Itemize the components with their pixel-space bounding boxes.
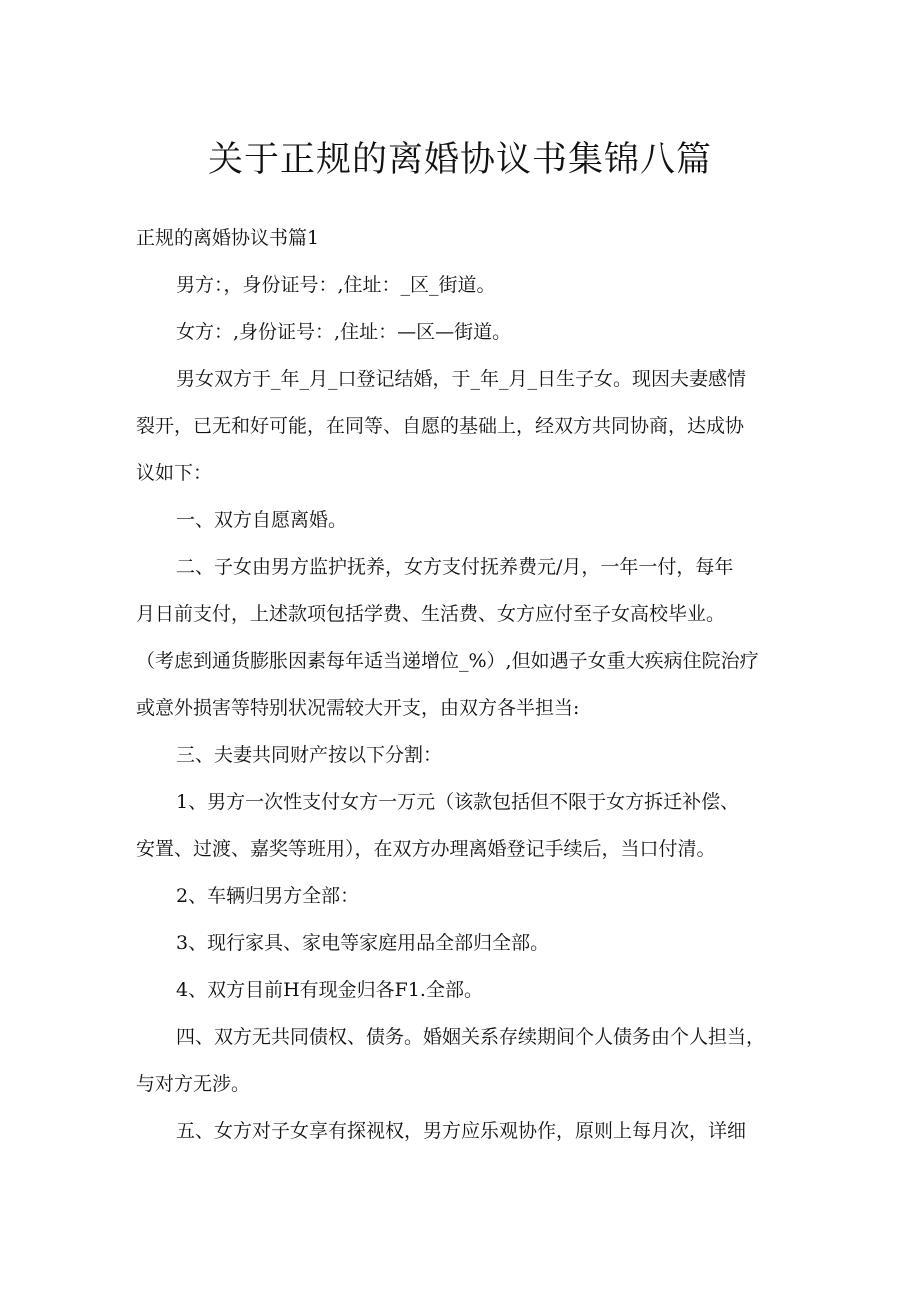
text-line: 2、车辆归男方全部： [176,885,360,907]
section-heading: 正规的离婚协议书篇1 [136,227,320,249]
paragraph-lines [136,269,796,1148]
text-line: 一、双方自愿离婚。 [176,509,348,531]
text-line: 男女双方于_年_月_口登记结婚，于_年_月_日生子女。现因夫妻感情 [176,368,747,390]
document-body [136,222,796,1148]
text-line: 或意外损害等特别状况需较大开支，由双方各半担当: [136,697,580,719]
text-line: 与对方无涉。 [136,1073,251,1095]
text-line: 4、双方目前H有现金归各F1.全部。 [176,979,483,1001]
text-line: 五、女方对子女享有探视权，男方应乐观协作，原则上每月次，详细 [176,1120,747,1142]
document-title: 关于正规的离婚协议书集锦八篇 [207,140,712,180]
text-line: 议如下： [136,462,213,484]
text-line: 月日前支付，上述款项包括学费、生活费、女方应付至子女高校毕业。 [136,603,726,625]
text-line: 男方：，身份证号：,住址：_区_街道。 [176,274,496,296]
text-line: 二、子女由男方监护抚养，女方支付抚养费元/月，一年一付，每年 [176,556,734,578]
text-line: （考虑到通货膨胀因素每年适当递增位_%）,但如遇子女重大疾病住院治疗 [136,650,759,672]
text-line: 裂开，已无和好可能，在同等、自愿的基础上，经双方共同协商，达成协 [136,415,745,437]
text-line: 3、现行家具、家电等家庭用品全部归全部。 [176,932,550,954]
text-line: 安置、过渡、嘉奖等班用），在双方办理离婚登记手续后，当口付清。 [136,838,716,860]
text-line: 女方：,身份证号：,住址：—区—街道。 [176,321,512,343]
text-line: 三、夫妻共同财产按以下分割： [176,744,443,766]
text-line: 1、男方一次性支付女方一万元（该款包括但不限于女方拆迁补偿、 [176,791,740,813]
text-line: 四、双方无共同债权、债务。婚姻关系存续期间个人债务由个人担当， [176,1026,766,1048]
